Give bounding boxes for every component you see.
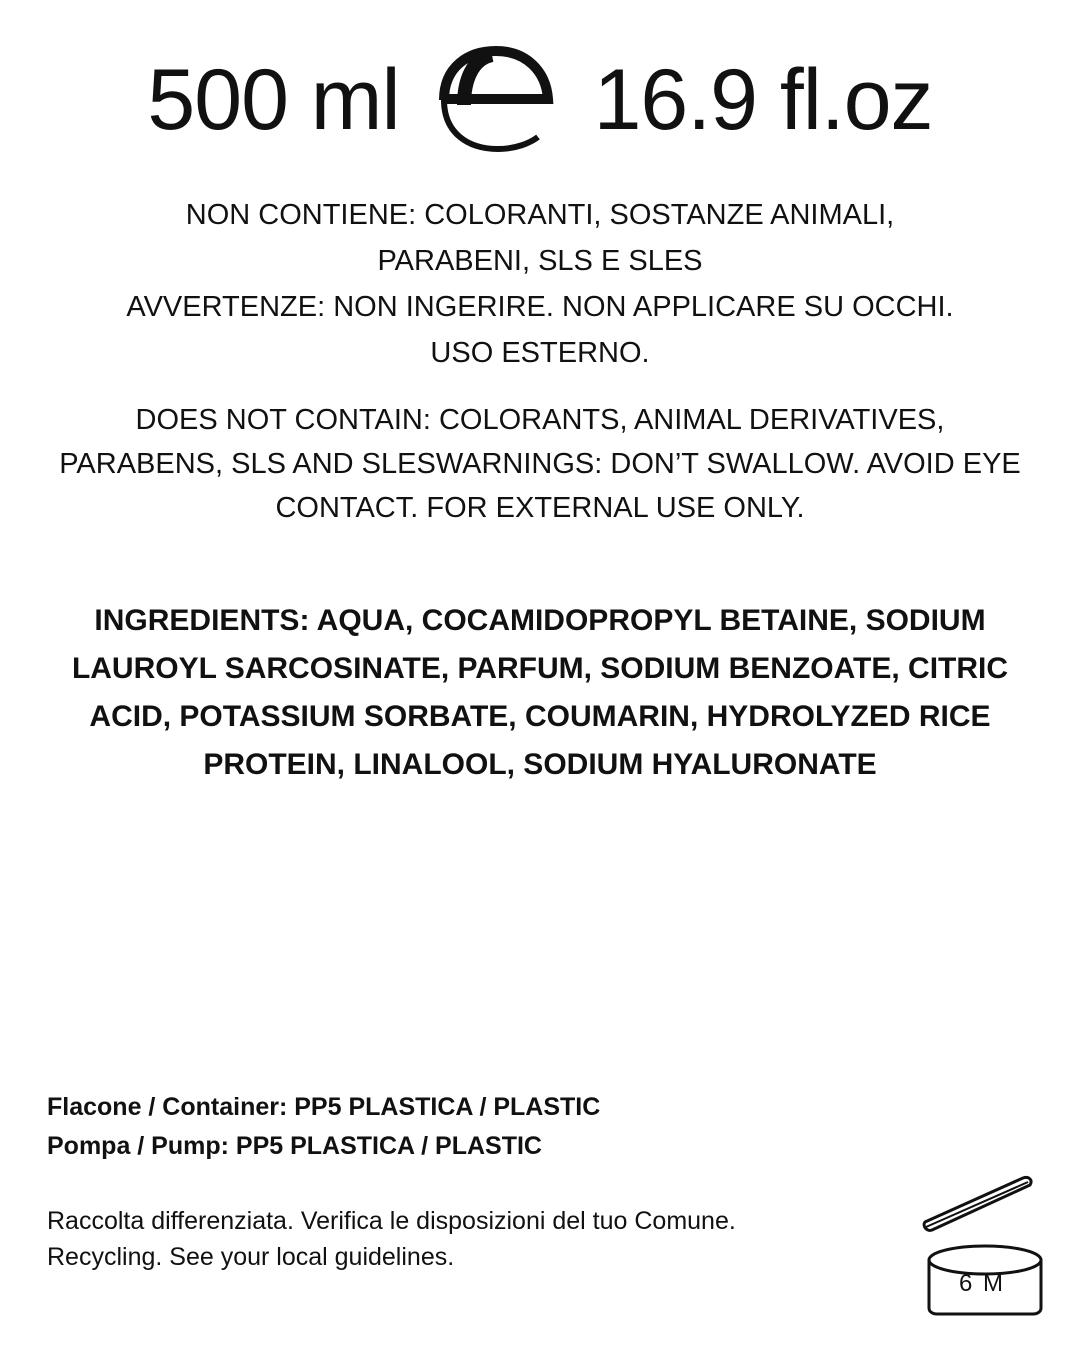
volume-header xyxy=(0,40,1080,160)
english-line: DOES NOT CONTAIN: COLORANTS, ANIMAL DERIVATIVES, xyxy=(135,404,945,436)
ingredients-line: INGREDIENTS: AQUA, COCAMIDOPROPYL BETAINE, SODIUM xyxy=(94,604,986,637)
volume-metric: 500 ml xyxy=(147,52,400,148)
container-material: Flacone / Container: PP5 PLASTICA / PLASTIC xyxy=(47,1093,601,1121)
volume-imperial: 16.9 fl.oz xyxy=(593,52,933,148)
italian-line: NON CONTIENE: COLORANTI, SOSTANZE ANIMALI, xyxy=(185,199,895,231)
pump-material: Pompa / Pump: PP5 PLASTICA / PLASTIC xyxy=(47,1132,542,1160)
e-mark-icon xyxy=(434,45,554,155)
recycling-line: Recycling. See your local guidelines. xyxy=(47,1243,455,1271)
ingredients-line: ACID, POTASSIUM SORBATE, COUMARIN, HYDROLYZED RICE xyxy=(89,700,991,733)
ingredients-line: LAUROYL SARCOSINATE, PARFUM, SODIUM BENZOATE, CITRIC xyxy=(71,652,1009,685)
italian-line: PARABENI, SLS E SLES xyxy=(377,245,703,277)
ingredients-list xyxy=(0,597,1080,789)
italian-warnings xyxy=(0,192,1080,376)
english-line: CONTACT. FOR EXTERNAL USE ONLY. xyxy=(275,492,805,524)
italian-line: AVVERTENZE: NON INGERIRE. NON APPLICARE SU OCCHI. xyxy=(126,291,954,323)
english-warnings xyxy=(0,398,1080,530)
recycling-info xyxy=(47,1203,736,1275)
pao-label: 6 M xyxy=(958,1270,1005,1297)
italian-line: USO ESTERNO. xyxy=(430,337,650,369)
english-line: PARABENS, SLS AND SLESWARNINGS: DON’T SWALLOW. AVOID EYE xyxy=(59,448,1021,480)
packaging-materials xyxy=(47,1088,600,1166)
recycling-line: Raccolta differenziata. Verifica le disposizioni del tuo Comune. xyxy=(47,1207,736,1235)
ingredients-line: PROTEIN, LINALOOL, SODIUM HYALURONATE xyxy=(203,748,877,781)
